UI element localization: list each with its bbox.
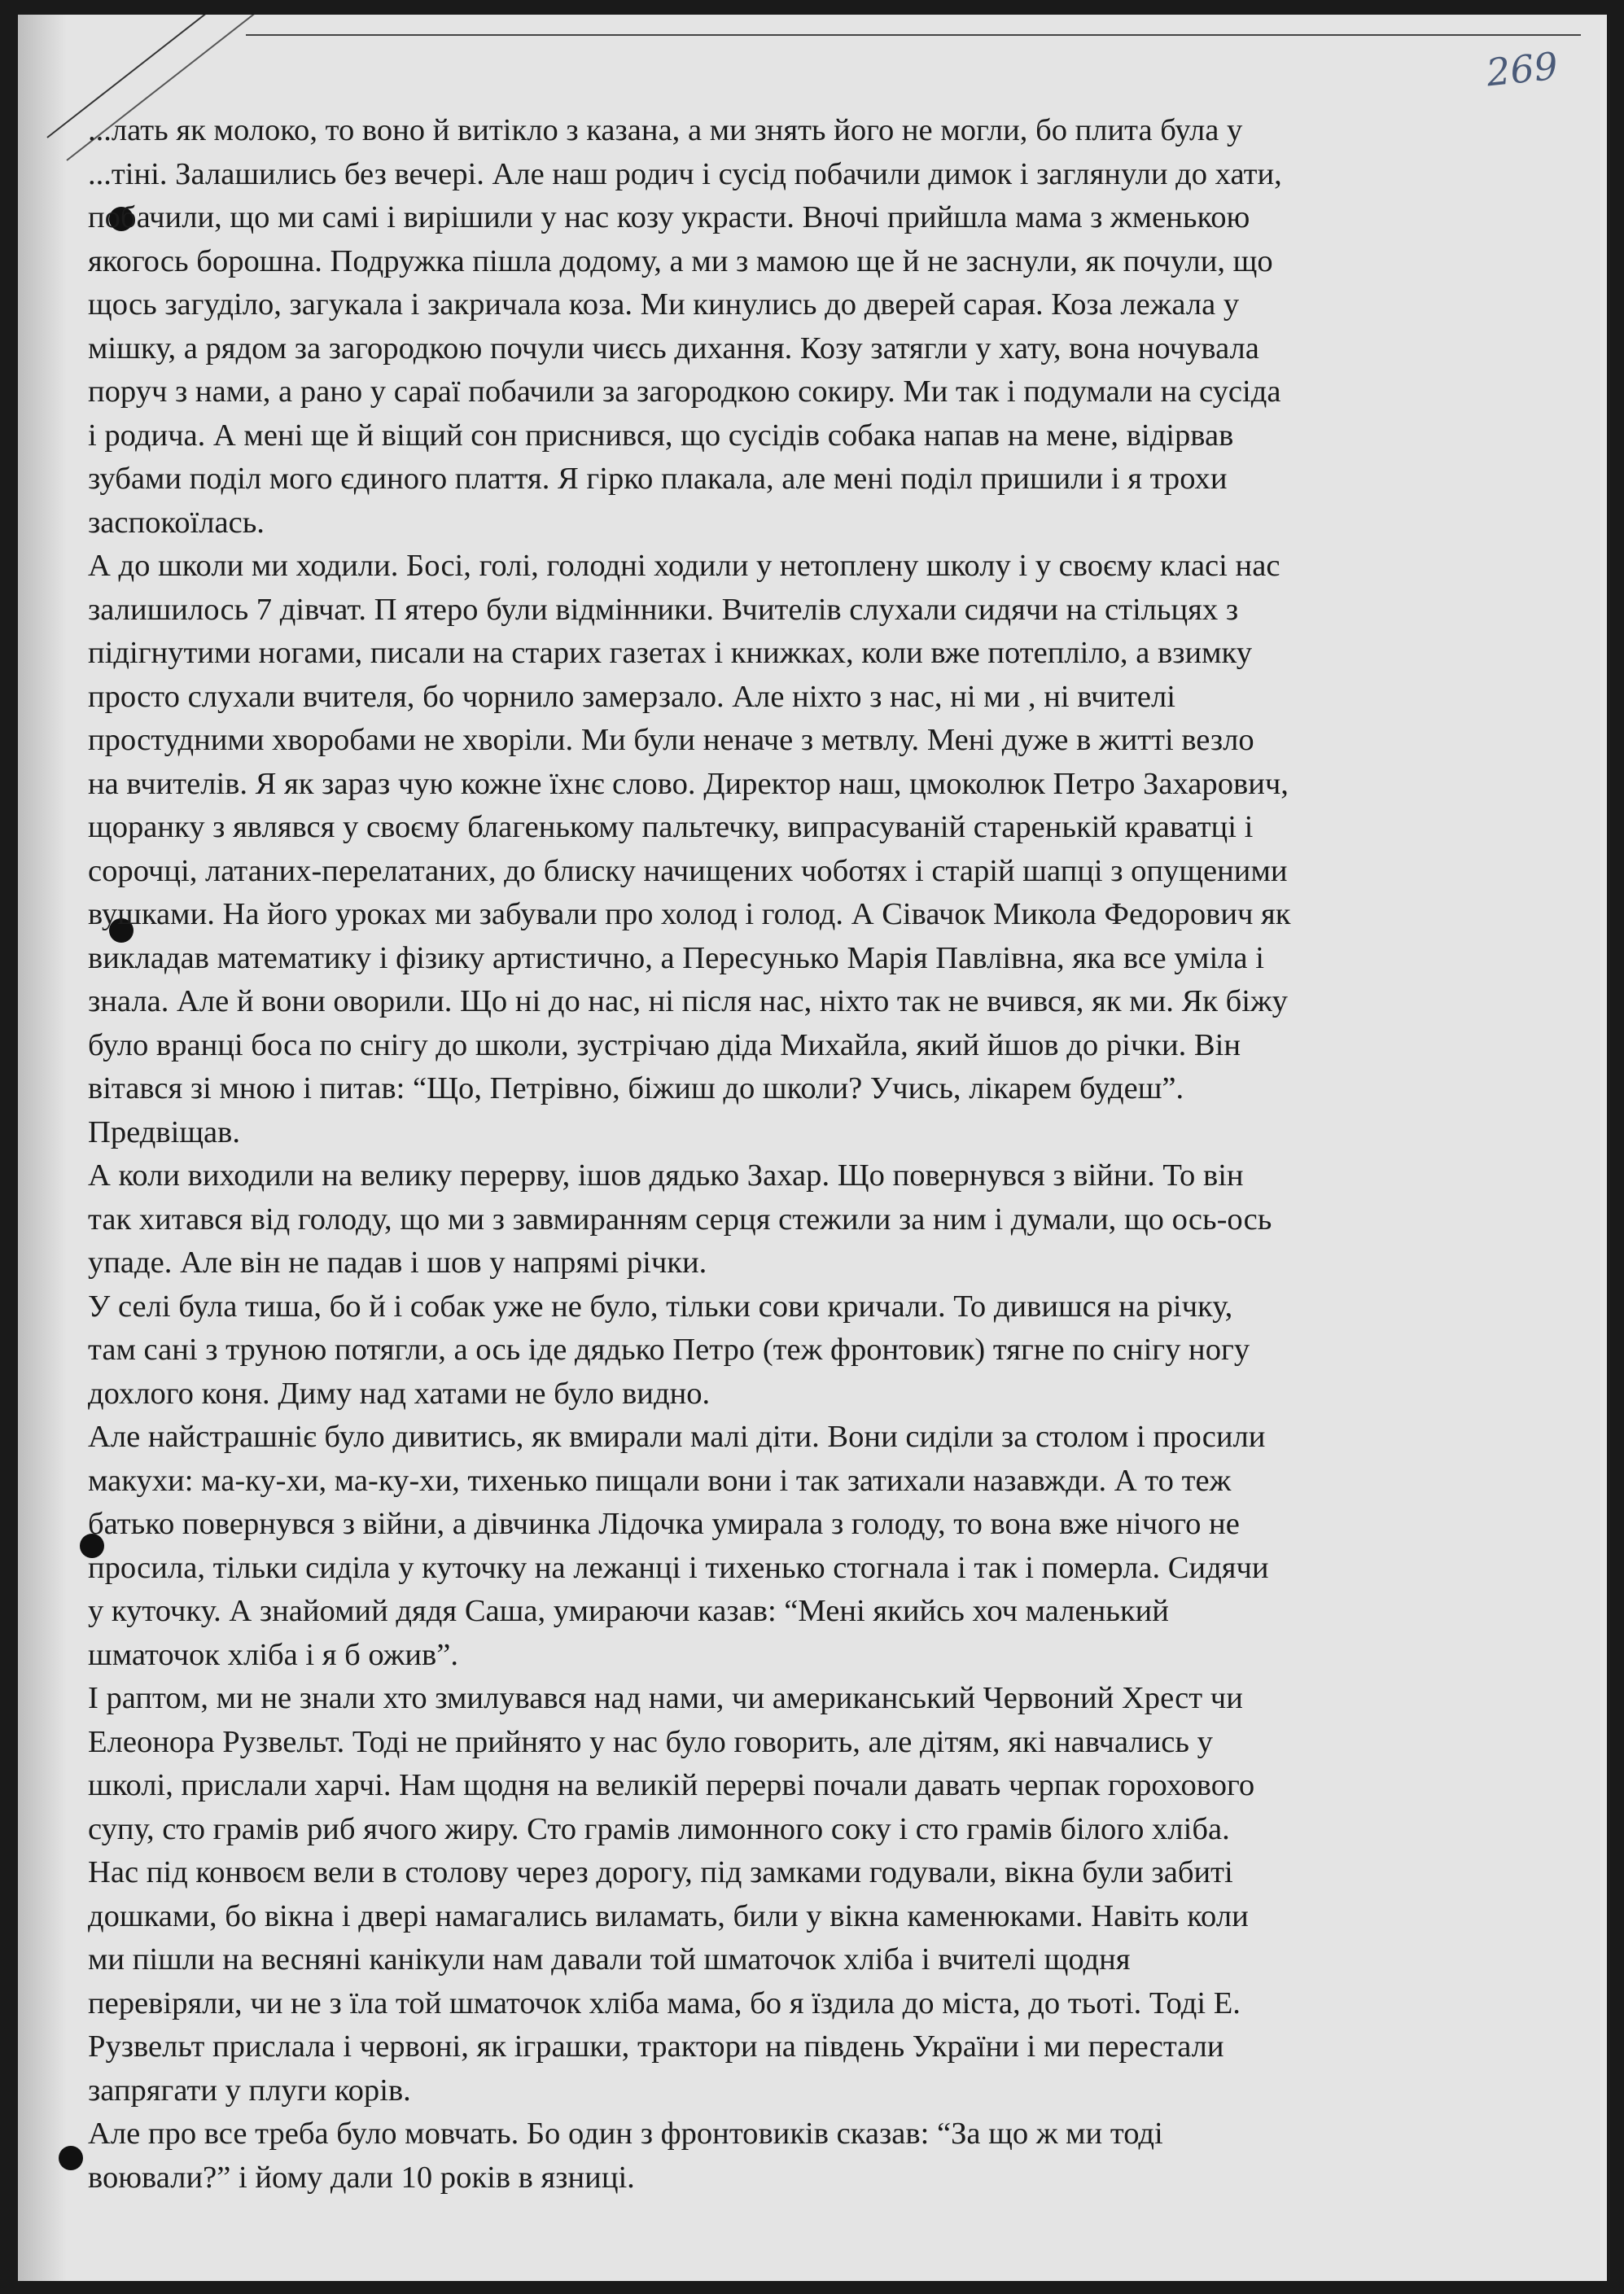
- scanned-page: [18, 15, 1607, 2281]
- text-line: супу, сто грамів риб ячого жиру. Сто грамів лимонного соку і сто грамів білого хліба.: [88, 1811, 1230, 1846]
- text-line: зубами поділ мого єдиного плаття. Я гірко плакала, але мені поділ пришили і я трохи: [88, 462, 1228, 496]
- text-line: воювали?” і йому дали 10 років в язниці.: [88, 2160, 635, 2195]
- text-line: так хитався від голоду, що ми з завмиранням серця стежили за ним і думали, що ось-ось: [88, 1202, 1272, 1237]
- text-line: і родича. А мені ще й віщий сон приснився, що сусідів собака напав на мене, відірвав: [88, 418, 1234, 453]
- text-line: просила, тільки сиділа у куточку на лежанці і тихенько стогнала і так і померла. Сидячи: [88, 1550, 1269, 1585]
- text-line: Предвіщав.: [88, 1114, 241, 1149]
- text-line: батько повернувся з війни, а дівчинка Лідочка умирала з голоду, то вона вже нічого не: [88, 1507, 1240, 1541]
- text-line: вітався зі мною і питав: “Що, Петрівно, біжиш до школи? Учись, лікарем будеш”.: [88, 1071, 1184, 1105]
- text-line: вушками. На його уроках ми забували про холод і голод. А Сівачок Микола Федорович як: [88, 897, 1291, 931]
- text-line: Рузвельт прислала і червоні, як іграшки, трактори на південь України і ми перестали: [88, 2029, 1224, 2064]
- document-body-text: [88, 109, 1561, 2200]
- text-line: якогось борошна. Подружка пішла додому, а ми з мамою ще й не заснули, як почули, що: [88, 243, 1273, 278]
- text-line: У селі була тиша, бо й і собак уже не було, тільки сови кричали. То дивишся на річку,: [88, 1289, 1233, 1324]
- punch-hole-bottom: [59, 2146, 83, 2170]
- text-line: А до школи ми ходили. Босі, голі, голодні ходили у нетоплену школу і у своєму класі нас: [88, 549, 1280, 583]
- text-line: Але найстрашніє було дивитись, як вмирали малі діти. Вони сиділи за столом і просили: [88, 1420, 1266, 1454]
- text-line: мішку, а рядом за загородкою почули чиєсь дихання. Козу затягли у хату, вона ночувала: [88, 331, 1259, 366]
- text-line: було вранці боса по снігу до школи, зустрічаю діда Михайла, який йшов до річки. Він: [88, 1027, 1241, 1062]
- text-line: Нас під конвоєм вели в столову через дорогу, під замками годували, вікна були забиті: [88, 1855, 1233, 1889]
- text-line: підігнутими ногами, писали на старих газетах і книжках, коли вже потепліло, а взимку: [88, 636, 1252, 670]
- text-line: на вчителів. Я як зараз чую кожне їхнє слово. Директор наш, цмоколюк Петро Захарович,: [88, 766, 1289, 801]
- text-line: ми пішли на весняні канікули нам давали той шматочок хліба і вчителі щодня: [88, 1942, 1131, 1977]
- text-line: ...тіні. Залашились без вечері. Але наш родич і сусід побачили димок і заглянули до хати,: [88, 156, 1282, 191]
- text-line: перевіряли, чи не з їла той шматочок хліба мама, бо я їздила до міста, до тьоті. Тоді Е.: [88, 1985, 1241, 2020]
- text-line: там сані з труною потягли, а ось іде дядько Петро (теж фронтовик) тягне по снігу ногу: [88, 1333, 1250, 1367]
- text-line: у куточку. А знайомий дядя Саша, умираючи казав: “Мені якийсь хоч маленький: [88, 1594, 1169, 1628]
- text-line: просто слухали вчителя, бо чорнило замерзало. Але ніхто з нас, ні ми , ні вчителі: [88, 679, 1175, 714]
- text-line: залишилось 7 дівчат. П ятеро були відмінники. Вчителів слухали сидячи на стільцях з: [88, 592, 1239, 627]
- text-line: Елеонора Рузвельт. Тоді не прийнято у нас було говорить, але дітям, які навчались у: [88, 1724, 1213, 1759]
- text-line: викладав математику і фізику артистично, а Пересунько Марія Павлівна, яка все уміла і: [88, 940, 1264, 975]
- text-line: макухи: ма-ку-хи, ма-ку-хи, тихенько пищали вони і так затихали назавжди. А то теж: [88, 1463, 1232, 1498]
- text-line: заспокоїлась.: [88, 505, 265, 540]
- text-line: шматочок хліба і я б ожив”.: [88, 1637, 458, 1672]
- text-line: упаде. Але він не падав і шов у напрямі річки.: [88, 1246, 707, 1280]
- scan-shadow: [18, 15, 67, 2281]
- text-line: дошками, бо вікна і двері намагались виламать, били у вікна каменюками. Навіть коли: [88, 1898, 1249, 1933]
- text-line: поруч з нами, а рано у сараї побачили за загородкою сокиру. Ми так і подумали на сусіда: [88, 374, 1281, 409]
- text-line: дохлого коня. Диму над хатами не було видно.: [88, 1376, 711, 1411]
- text-line: побачили, що ми самі і вирішили у нас козу украсти. Вночі прийшла мама з жменькою: [88, 200, 1250, 234]
- top-rule-line: [246, 34, 1581, 36]
- text-line: щось загуділо, загукала і закричала коза. Ми кинулись до дверей сарая. Коза лежала у: [88, 287, 1240, 322]
- text-line: Але про все треба було мовчать. Бо один з фронтовиків сказав: “За що ж ми тоді: [88, 2117, 1163, 2151]
- text-line: знала. Але й вони оворили. Що ні до нас, ні після нас, ніхто так не вчився, як ми. Як біжу: [88, 984, 1288, 1018]
- text-line: І раптом, ми не знали хто змилувався над нами, чи американський Червоний Хрест чи: [88, 1681, 1243, 1715]
- text-line: школі, прислали харчі. Нам щодня на великій перерві почали давать черпак горохового: [88, 1768, 1255, 1802]
- text-line: А коли виходили на велику перерву, ішов дядько Захар. Що повернувся з війни. То він: [88, 1158, 1244, 1193]
- text-line: ...лать як молоко, то воно й витікло з казана, а ми знять його не могли, бо плита була у: [88, 113, 1243, 147]
- text-line: простудними хворобами не хворіли. Ми були неначе з метвлу. Мені дуже в житті везло: [88, 723, 1254, 757]
- text-line: щоранку з являвся у своєму благенькому пальтечку, випрасуваній старенькій краватці і: [88, 810, 1254, 844]
- handwritten-page-number: 269: [1484, 43, 1561, 95]
- text-line: запрягати у плуги корів.: [88, 2073, 411, 2108]
- text-line: сорочці, латаних-перелатаних, до блиску начищених чоботях і старій шапці з опущеними: [88, 853, 1288, 888]
